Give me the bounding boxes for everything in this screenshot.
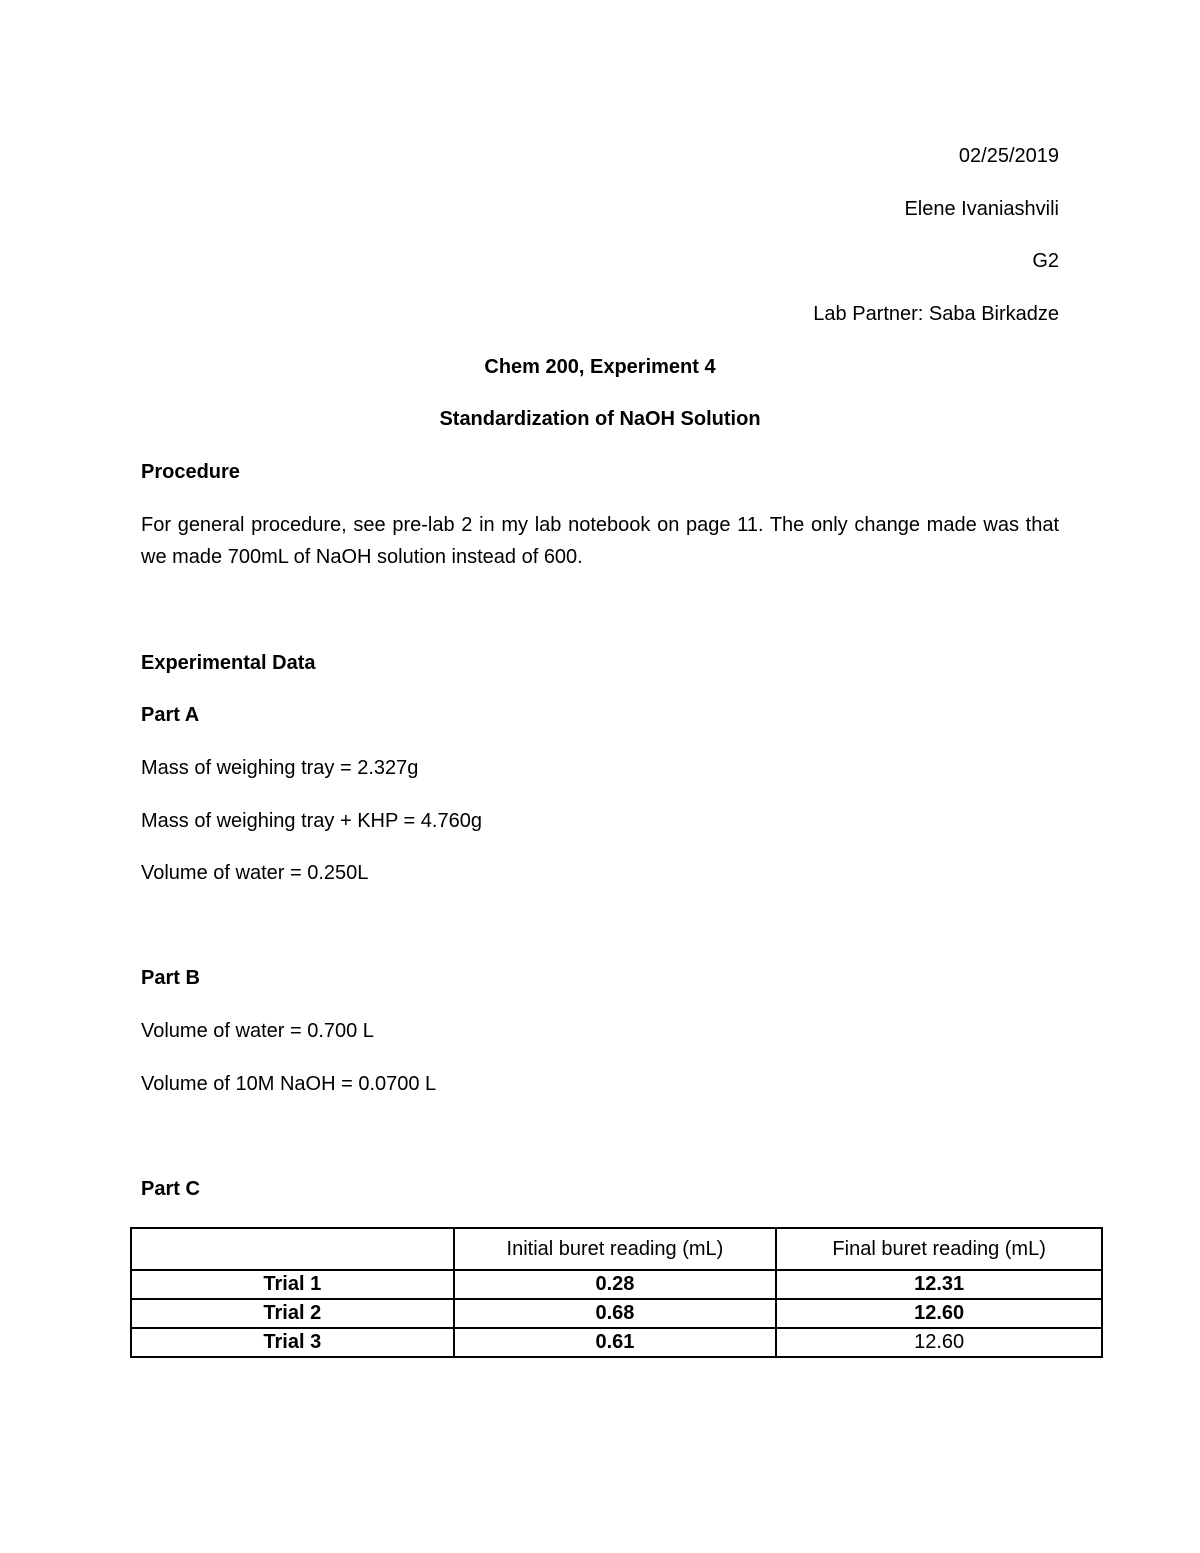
table-cell: 12.60	[776, 1299, 1102, 1328]
table-row	[131, 1328, 1102, 1357]
table-cell: 12.31	[776, 1270, 1102, 1299]
experiment-title: Standardization of NaOH Solution	[439, 408, 761, 430]
table-cell: 0.28	[454, 1270, 777, 1299]
part-a-line: Mass of weighing tray + KHP = 4.760g	[141, 810, 482, 832]
lab-partner: Lab Partner: Saba Birkadze	[813, 303, 1059, 325]
date: 02/25/2019	[958, 145, 1059, 167]
table-row	[131, 1299, 1102, 1328]
part-b-line: Volume of 10M NaOH = 0.0700 L	[141, 1073, 437, 1095]
part-c-heading: Part C	[141, 1178, 200, 1200]
table-cell: Trial 1	[131, 1270, 454, 1299]
table-cell: Trial 2	[131, 1299, 454, 1328]
procedure-heading: Procedure	[141, 461, 240, 483]
buret-readings-table	[130, 1227, 1103, 1358]
table-cell: 0.68	[454, 1299, 777, 1328]
table-cell: Trial 3	[131, 1328, 454, 1357]
table-header-cell: Final buret reading (mL)	[776, 1228, 1102, 1270]
table-header-cell	[131, 1228, 454, 1270]
procedure-text: For general procedure, see pre-lab 2 in my lab notebook on page 11. The only change made was that we made 700mL of NaOH solution instead of 600.	[141, 514, 1059, 568]
table-row	[131, 1270, 1102, 1299]
student-name: Elene Ivaniashvili	[904, 198, 1059, 220]
part-a-line: Mass of weighing tray = 2.327g	[141, 757, 419, 779]
table-cell: 12.60	[776, 1328, 1102, 1357]
table-header-cell: Initial buret reading (mL)	[454, 1228, 777, 1270]
part-b-heading: Part B	[141, 967, 200, 989]
experimental-data-heading: Experimental Data	[141, 652, 316, 674]
table-cell: 0.61	[454, 1328, 777, 1357]
table-header-row	[131, 1228, 1102, 1270]
part-a-heading: Part A	[141, 704, 200, 726]
part-b-line: Volume of water = 0.700 L	[141, 1020, 374, 1042]
group: G2	[1032, 250, 1059, 272]
part-a-line: Volume of water = 0.250L	[141, 862, 369, 884]
course-title: Chem 200, Experiment 4	[484, 356, 716, 378]
